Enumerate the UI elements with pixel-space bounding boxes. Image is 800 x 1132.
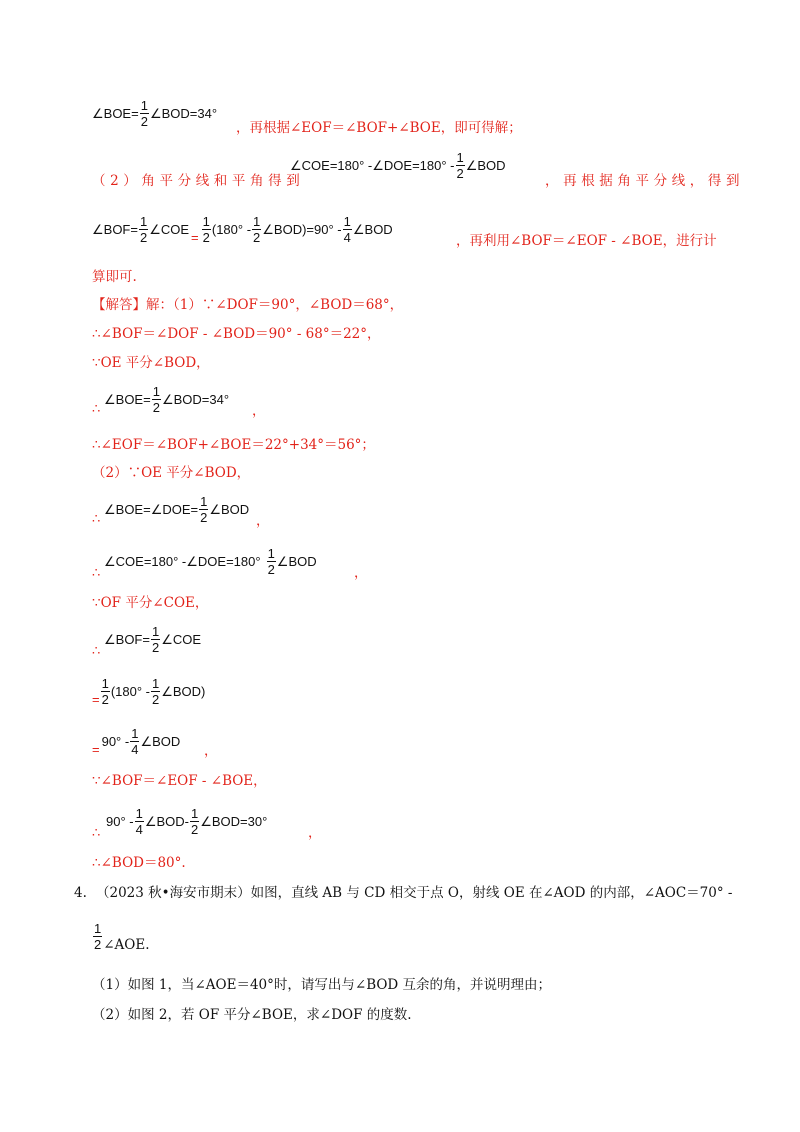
analysis-text-2: （2）角平分线和平角得到 (92, 173, 305, 189)
math-expr: ∠BOD- (144, 813, 189, 829)
math-expr: ∠BOD (352, 221, 393, 237)
fraction-half: $\frac{1}{2}$ (152, 384, 160, 415)
solution-line-2: ∴∠BOF＝∠DOF - ∠BOD＝90° - 68°＝22°， (92, 326, 381, 342)
math-expr: 90° - (106, 813, 134, 829)
math-expr: ∠BOD=30° (200, 813, 268, 829)
solution-line-14 (106, 806, 267, 837)
fraction-half: $\frac{1}{2}$ (139, 214, 148, 245)
math-expr: 90° - (101, 733, 130, 749)
fraction-half: $\frac{1}{2}$ (191, 806, 199, 837)
question-sub-1: （1）如图 1，当∠AOE＝40°时，请写出与∠BOD 互余的角，并说明理由； (92, 977, 552, 993)
analysis-text-4: 算即可. (92, 269, 137, 285)
math-expr: ∠BOD (140, 733, 181, 749)
math-expr: ∠COE (161, 631, 202, 647)
math-expr: ∠BOD (209, 501, 250, 517)
math-expr: ∠BOD) (161, 683, 206, 699)
math-expr: ∠BOD (465, 157, 506, 173)
therefore-symbol: ∴ (92, 402, 101, 417)
solution-line-10 (104, 624, 201, 655)
solution-line-9: ∵OF 平分∠COE， (92, 595, 209, 611)
math-expr: ∠BOD=34° (161, 391, 230, 407)
solution-line-8 (104, 546, 317, 577)
math-expr: ∠BOF= (92, 221, 138, 237)
solution-line-12 (92, 726, 180, 757)
fraction-quarter: $\frac{1}{4}$ (343, 214, 351, 245)
comma: ， (252, 403, 266, 419)
solution-line-6: （2）∵OE 平分∠BOD， (92, 465, 251, 481)
analysis-line-3 (92, 214, 393, 245)
question-number: 4. (74, 885, 87, 901)
question-line-1: （2023 秋•海安市期末）如图，直线 AB 与 CD 相交于点 O，射线 OE 在∠AOD 的内部，∠AOC＝70° - (96, 885, 733, 901)
solution-line-3: ∵OE 平分∠BOD， (92, 355, 210, 371)
equals-sign: = (92, 691, 100, 707)
math-expr: (180° - (110, 683, 150, 699)
math-expr: ∠BOE= (92, 105, 139, 121)
analysis-line-2-math (290, 150, 506, 181)
analysis-text-1: ，再根据∠EOF＝∠BOF+∠BOE，即可得解； (236, 120, 522, 136)
therefore-symbol: ∴ (92, 512, 101, 527)
solution-line-11 (92, 676, 205, 707)
math-expr: ∠COE=180° -∠DOE=180° - (290, 157, 455, 173)
analysis-text-3: ，再利用∠BOF＝∠EOF - ∠BOE，进行计 (456, 233, 717, 249)
fraction-quarter: $\frac{1}{4}$ (131, 726, 139, 757)
therefore-symbol: ∴ (92, 566, 101, 581)
comma: ， (308, 825, 322, 841)
fraction-quarter: $\frac{1}{4}$ (135, 806, 143, 837)
solution-line-1: 【解答】解：（1）∵∠DOF＝90°，∠BOD＝68°， (92, 297, 404, 313)
comma: ， (204, 743, 218, 759)
therefore-symbol: ∴ (92, 644, 101, 659)
math-expr: ∠BOD)=90° - (262, 221, 342, 237)
equals-sign: = (191, 229, 199, 245)
fraction-half: $\frac{1}{2}$ (152, 676, 160, 707)
fraction-half: $\frac{1}{2}$ (140, 98, 148, 129)
comma: ， (256, 513, 270, 529)
solution-line-5: ∴∠EOF＝∠BOF+∠BOE＝22°+34°＝56°； (92, 437, 375, 453)
equals-sign: = (92, 741, 100, 757)
question-line-2 (92, 920, 150, 952)
fraction-half: $\frac{1}{2}$ (151, 624, 160, 655)
fraction-half: $\frac{1}{2}$ (200, 494, 208, 525)
fraction-half: $\frac{1}{2}$ (456, 150, 464, 181)
math-expr: ∠BOF= (104, 631, 150, 647)
analysis-line-1 (92, 98, 217, 129)
solution-line-13: ∵∠BOF＝∠EOF - ∠BOE， (92, 773, 267, 789)
solution-line-7 (104, 494, 249, 525)
solution-line-4 (104, 384, 229, 415)
math-expr: ∠BOE=∠DOE= (104, 501, 199, 517)
math-expr: ∠COE (149, 221, 190, 237)
question-sub-2: （2）如图 2，若 OF 平分∠BOE，求∠DOF 的度数. (92, 1007, 412, 1023)
fraction-half: $\frac{1}{2}$ (253, 214, 261, 245)
math-expr: ∠BOE= (104, 391, 151, 407)
fraction-half: $\frac{1}{2}$ (94, 921, 102, 952)
fraction-half: $\frac{1}{2}$ (202, 214, 210, 245)
math-expr: (180° - (211, 221, 252, 237)
math-expr: ∠COE=180° -∠DOE=180° (104, 553, 261, 569)
fraction-half: $\frac{1}{2}$ (101, 676, 109, 707)
fraction-half: $\frac{1}{2}$ (267, 546, 275, 577)
comma: ， (354, 565, 368, 581)
therefore-symbol: ∴ (92, 826, 101, 841)
solution-line-15: ∴∠BOD＝80°. (92, 855, 186, 871)
math-expr: ∠BOD (276, 553, 317, 569)
analysis-text-2b: ，再根据角平分线，得到 (545, 173, 745, 189)
math-expr: ∠BOD=34° (149, 105, 218, 121)
question-expr: ∠AOE. (103, 936, 150, 953)
